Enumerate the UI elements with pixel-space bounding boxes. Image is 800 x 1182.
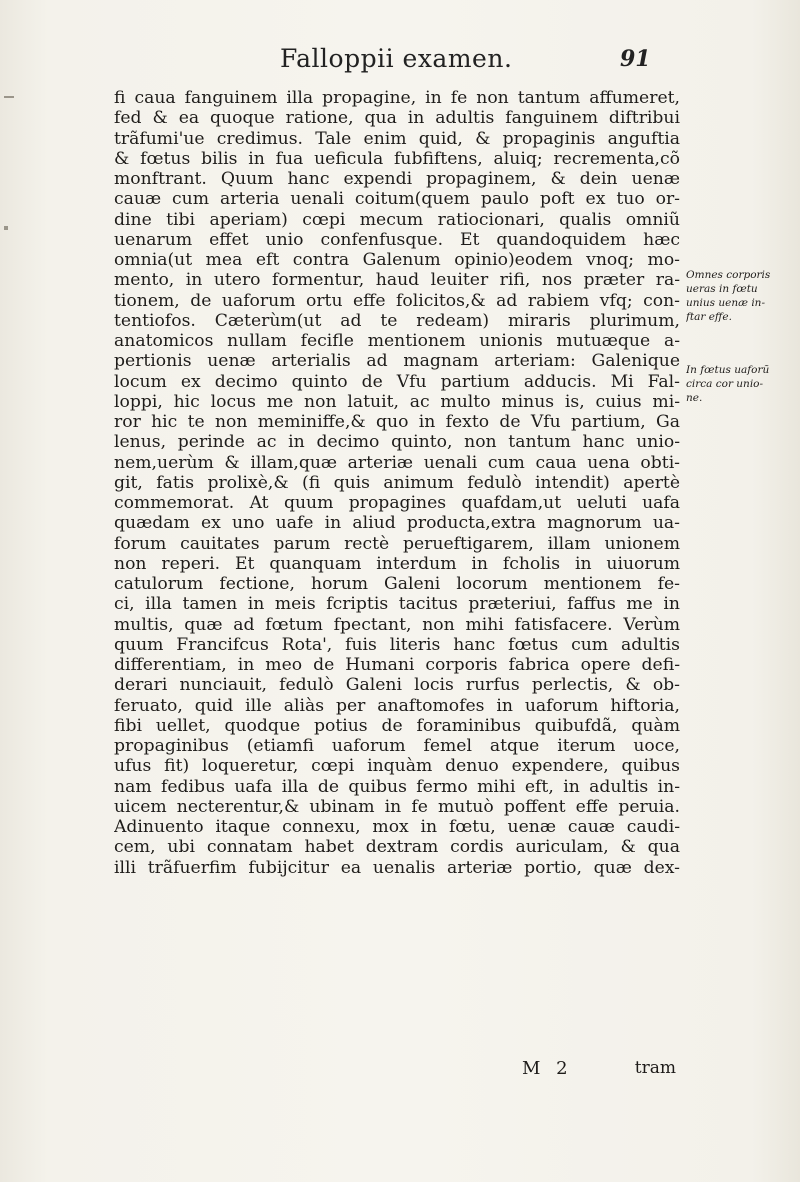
text-line: cem, ubi connatam habet dextram cordis auriculam, & qua: [114, 837, 680, 858]
marginal-note-line: Omnes corporis: [686, 269, 771, 281]
left-edge-mark: [4, 226, 8, 230]
catchword: tram: [634, 1058, 676, 1078]
marginal-note-line: unius uenæ in-: [686, 297, 765, 309]
text-line: uicem necterentur,& ubinam in fe mutuò poffent effe peruia.: [114, 796, 680, 817]
text-line: & fœtus bilis in fua ueficula fubfiftens, aluiq; recrementa,cõ: [114, 148, 680, 169]
text-line: git, fatis prolixè,& (fi quis animum fedulò intendit) apertè: [114, 472, 680, 493]
text-line: dine tibi aperiam) cœpi mecum ratiocionari, qualis omniũ: [114, 209, 680, 230]
text-line: trãfumi'ue credimus. Tale enim quid, & propaginis anguftia: [114, 128, 680, 149]
text-line: illi trãfuerfim fubijcitur ea uenalis arteriæ portio, quæ dex-: [114, 857, 680, 878]
text-line: mento, in utero formentur, haud leuiter rifi, nos præter ra-: [114, 270, 680, 291]
text-line: loppi, hic locus me non latuit, ac multo minus is, cuius mi-: [114, 391, 680, 412]
text-line: multis, quæ ad fœtum fpectant, non mihi fatisfacere. Verùm: [114, 614, 680, 635]
text-line: ufus fit) loqueretur, cœpi inquàm denuo expendere, quibus: [114, 756, 680, 777]
text-line: differentiam, in meo de Humani corporis fabrica opere defi-: [114, 655, 680, 675]
text-line: quædam ex uno uafe in aliud producta,extra magnorum ua-: [114, 513, 680, 534]
text-line: quum Francifcus Rota', fuis literis hanc fœtus cum adultis: [114, 634, 680, 655]
marginal-note-line: ueras in fœtu: [686, 283, 758, 295]
marginal-note-line: ne.: [686, 392, 703, 404]
text-line: ror hic te non meminiffe,& quo in fexto de Vfu partium, Ga: [114, 412, 680, 432]
text-line: derari nunciauit, fedulò Galeni locis rurfus perlectis, & ob-: [114, 675, 680, 696]
text-line: commemorat. At quum propagines quafdam,ut ueluti uafa: [114, 493, 680, 513]
text-line: tentiofos. Cæterùm(ut ad te redeam) miraris plurimum,: [114, 310, 680, 331]
main-text-block: [114, 88, 680, 878]
text-line: monftrant. Quum hanc expendi propaginem, & dein uenæ: [114, 169, 680, 189]
signature-mark: M 2: [522, 1058, 568, 1079]
text-line: lenus, perinde ac in decimo quinto, non tantum hanc unio-: [114, 432, 680, 453]
page-footer: [114, 1058, 680, 1082]
text-line: fibi uellet, quodque potius de foraminibus quibufdã, quàm: [114, 715, 680, 736]
text-line: non reperi. Et quanquam interdum in fcholis in uiuorum: [114, 553, 680, 574]
text-line: forum cauitates parum rectè perueftigarem, illam unionem: [114, 533, 680, 554]
text-line: uenarum effet unio confenfusque. Et quandoquidem hæc: [114, 229, 680, 250]
text-line: fed & ea quoque ratione, qua in adultis fanguinem diftribui: [114, 108, 680, 129]
marginal-note: [686, 268, 796, 324]
left-edge-mark: [4, 96, 14, 98]
text-line: ci, illa tamen in meis fcriptis tacitus præteriui, faffus me in: [114, 594, 680, 615]
text-line: catulorum fectione, horum Galeni locorum mentionem fe-: [114, 574, 680, 594]
text-line: propaginibus (etiamfi uaforum femel atque iterum uoce,: [114, 736, 680, 756]
text-line: nem,uerùm & illam,quæ arteriæ uenali cum caua uena obti-: [114, 452, 680, 473]
running-head: [280, 44, 680, 80]
text-line: locum ex decimo quinto de Vfu partium adducis. Mi Fal-: [114, 371, 680, 392]
text-line: omnia(ut mea eft contra Galenum opinio)eodem vnoq; mo-: [114, 250, 680, 270]
running-title: Falloppii examen.: [280, 44, 513, 73]
text-line: pertionis uenæ arterialis ad magnam arteriam: Galenique: [114, 351, 680, 372]
text-line: feruato, quid ille aliàs per anaftomofes in uaforum hiftoria,: [114, 695, 680, 716]
text-line: Adinuento itaque connexu, mox in fœtu, uenæ cauæ caudi-: [114, 817, 680, 837]
text-line: tionem, de uaforum ortu effe folicitos,& ad rabiem vfq; con-: [114, 290, 680, 311]
page-number: 91: [620, 46, 651, 72]
marginal-note-line: In fœtus uaforũ: [686, 364, 770, 376]
marginal-note-line: circa cor unio-: [686, 378, 764, 390]
marginal-note-line: ftar effe.: [686, 311, 732, 323]
text-line: fi caua fanguinem illa propagine, in fe non tantum affumeret,: [114, 88, 680, 108]
marginal-note: [686, 363, 796, 405]
text-line: anatomicos nullam fecifle mentionem unionis mutuæque a-: [114, 331, 680, 351]
text-line: nam fedibus uafa illa de quibus fermo mihi eft, in adultis in-: [114, 776, 680, 797]
text-line: cauæ cum arteria uenali coitum(quem paulo poft ex tuo or-: [114, 189, 680, 210]
